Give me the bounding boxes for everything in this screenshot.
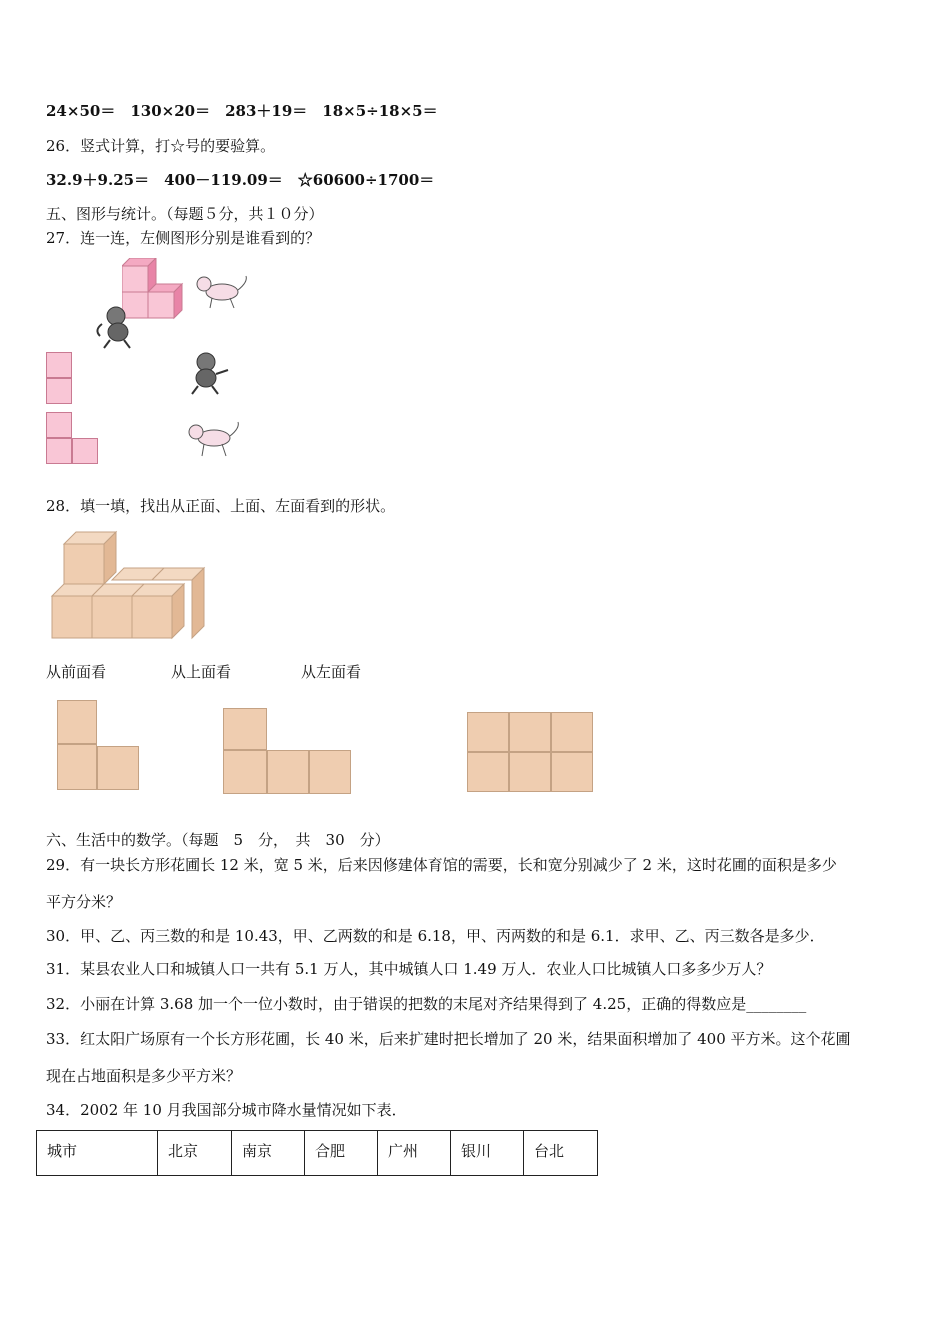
monkey-icon [94,304,144,350]
question-33-line1: 33．红太阳广场原有一个长方形花圃，长 40 米，后来扩建时把长增加了 20 米，结果面积增加了 400 平方米。这个花圃 [46,1030,851,1048]
question-29-line2: 平方分米？ [46,893,122,911]
table-cell: 南京 [232,1131,305,1176]
question-34: 34．2002 年 10 月我国部分城市降水量情况如下表． [46,1101,407,1119]
table-cell: 台北 [524,1131,598,1176]
section-6-title: 六、生活中的数学。（每题 5 分， 共 30 分） [46,831,390,849]
table-cell: 合肥 [305,1131,378,1176]
front-view-shape [57,700,141,792]
calc-line-26: 32.9＋9.25＝ 400－119.09＝ ☆60600÷1700＝ [46,171,435,189]
view-top-label: 从上面看 [171,663,232,681]
section-5-title: 五、图形与统计。（每题５分，共１０分） [46,205,324,223]
view-left-label: 从左面看 [301,663,362,681]
rainfall-table [36,1130,598,1176]
question-27: 27．连一连，左侧图形分别是谁看到的？ [46,229,321,247]
top-view-shape [223,708,353,794]
table-row [37,1131,598,1176]
q27-option-l-shape [46,412,98,464]
table-cell: 广州 [378,1131,451,1176]
monkey-option-icon [182,350,232,396]
question-30: 30．甲、乙、丙三数的和是 10.43，甲、乙两数的和是 6.18，甲、丙两数的和是 6.1．求甲、乙、丙三数各是多少． [46,927,825,945]
table-cell: 城市 [37,1131,158,1176]
dog-icon [190,272,250,312]
table-cell: 北京 [158,1131,232,1176]
question-31: 31．某县农业人口和城镇人口一共有 5.1 万人，其中城镇人口 1.49 万人．农业人口比城镇人口多多少万人？ [46,960,772,978]
left-view-shape [467,712,593,794]
question-28: 28．填一填，找出从正面、上面、左面看到的形状。 [46,497,396,515]
q27-figure [90,258,260,458]
view-front-label: 从前面看 [46,663,107,681]
q27-option-vertical [46,352,72,404]
question-32: 32．小丽在计算 3.68 加一个一位小数时，由于错误的把数的末尾对齐结果得到了 4.25，正确的得数应是________ [46,995,807,1013]
dog-option-icon [182,418,242,462]
question-33-line2: 现在占地面积是多少平方米？ [46,1067,242,1085]
tan-cube-structure [50,528,210,643]
calc-line-25: 24×50＝ 130×20＝ 283＋19＝ 18×5÷18×5＝ [46,102,438,120]
question-26: 26．竖式计算，打☆号的要验算。 [46,137,276,155]
table-cell: 银川 [451,1131,524,1176]
question-29-line1: 29．有一块长方形花圃长 12 米，宽 5 米，后来因修建体育馆的需要，长和宽分别减少了 2 米，这时花圃的面积是多少 [46,856,837,874]
